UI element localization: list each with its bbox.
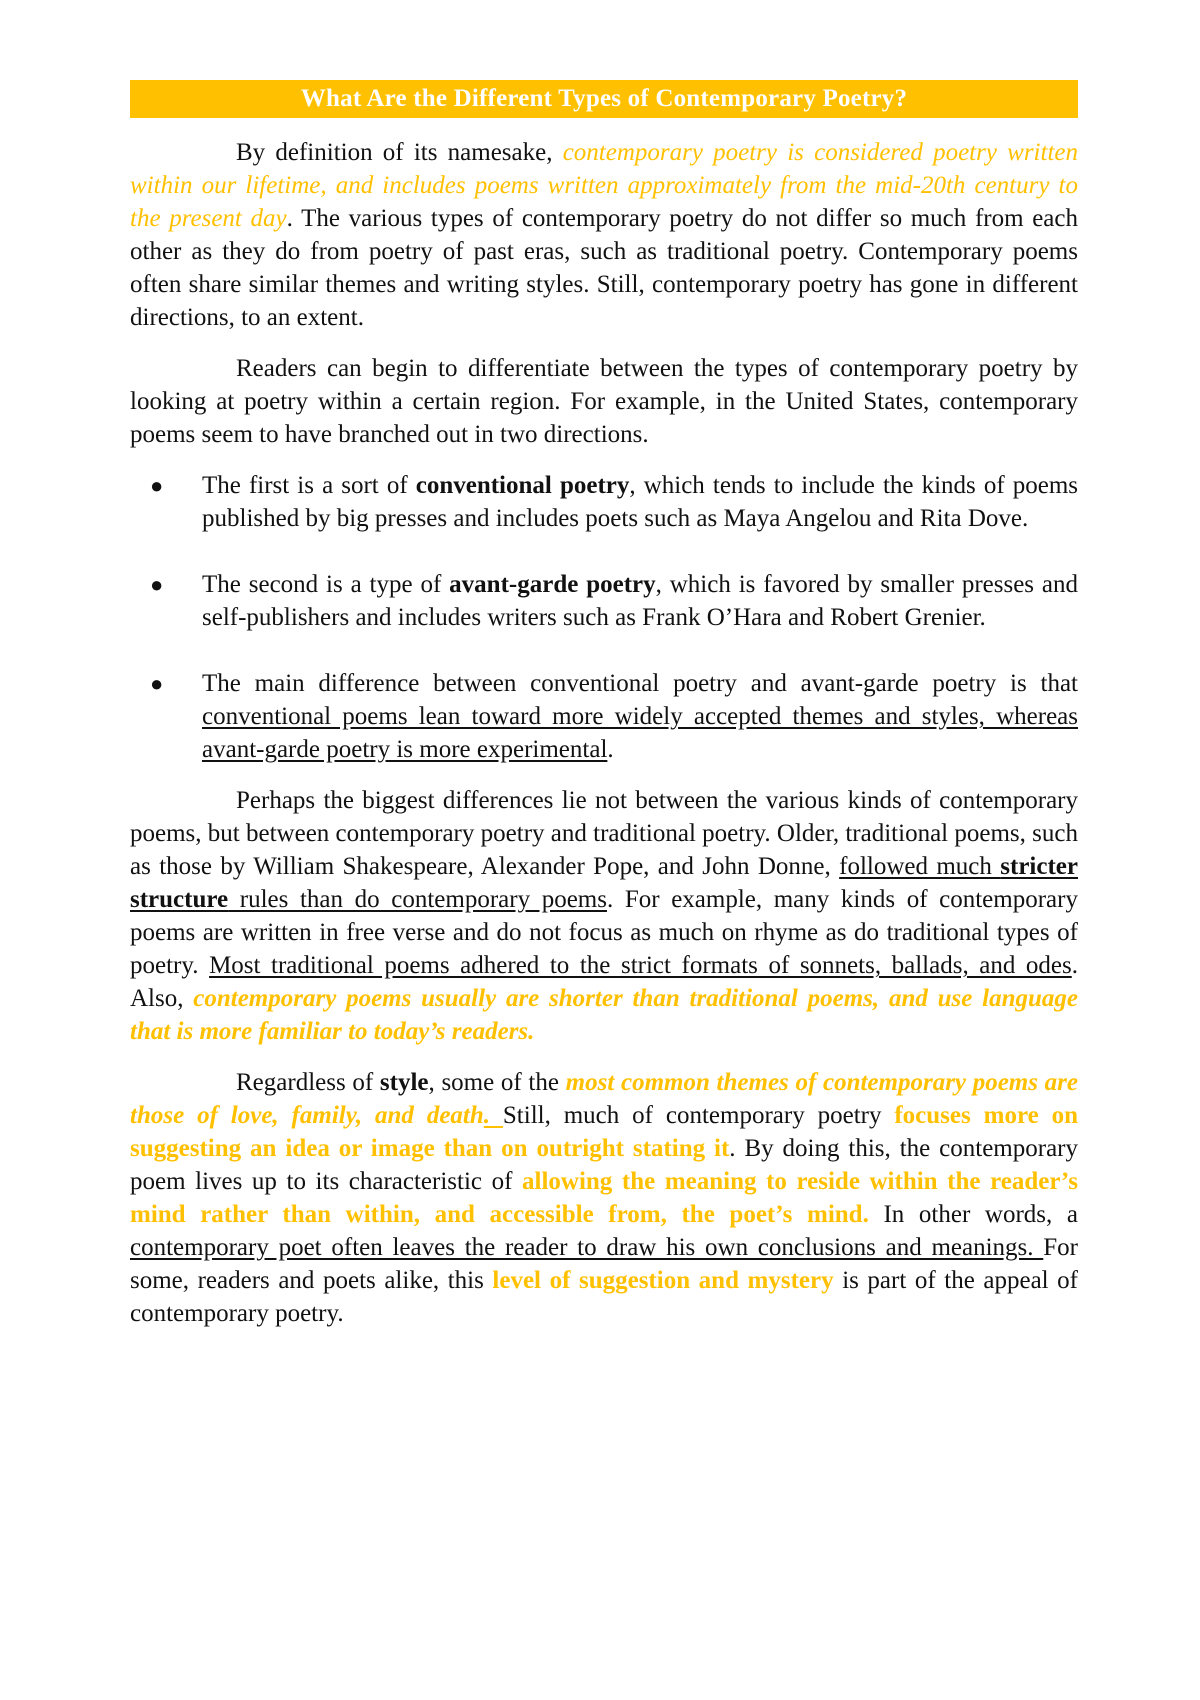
paragraph-differences — [130, 784, 1078, 1048]
p3-underlined-d: rules than do contemporary poems — [228, 886, 607, 913]
bullet-2-term: avant-garde poetry — [449, 571, 656, 598]
document-title: What Are the Different Types of Contemporary Poetry? — [130, 80, 1078, 118]
p4-text-l: For some, readers and poets alike, this — [130, 1234, 1078, 1294]
bullet-1-term: conventional poetry — [415, 472, 630, 499]
bullet-item-avant-garde — [130, 568, 1078, 634]
p3-text-a: Perhaps the biggest differences lie not between the various kinds of contemporary poems, but between contemporary poetry and traditional poetry. Older, traditional poems, such as those by William Shakespeare, Alexander Pope, and John Donne, — [130, 787, 1078, 880]
p4-highlight-meaning: allowing the meaning to reside within the reader’s mind rather than within, and accessible from, the poet’s mind. — [130, 1168, 1078, 1228]
paragraph-themes — [130, 1066, 1078, 1330]
p1-highlight-definition: contemporary poetry is considered poetry written within our lifetime, and includes poems written approximately from the mid-20th century to the present day — [130, 139, 1078, 232]
p4-term-style: style — [379, 1069, 429, 1096]
p4-underlined-conclusions: contemporary poet often leaves the reader to draw his own conclusions and meanings. — [130, 1234, 1044, 1261]
p4-highlight-mystery: level of suggestion and mystery — [492, 1267, 834, 1294]
bullet-1-text-a: The first is a sort of — [202, 472, 416, 499]
p4-highlight-themes: most common themes of contemporary poems are those of love, family, and death — [130, 1069, 1078, 1129]
bullet-item-difference — [130, 667, 1078, 766]
bullet-icon: ● — [150, 671, 164, 696]
p4-text-n: is part of the appeal of contemporary poetry. — [130, 1267, 1079, 1327]
p1-text-a: By definition of its namesake, — [236, 139, 563, 166]
bullet-3-text-c: . — [607, 736, 614, 763]
p4-text-a: Regardless of — [236, 1069, 380, 1096]
p4-text-c: , some of the — [428, 1069, 566, 1096]
paragraph-regions: Readers can begin to differentiate between the types of contemporary poetry by looking at poetry within a certain region. For example, in the United States, contemporary poems seem to have branched out in two directions. — [130, 355, 1078, 448]
p3-text-g: . Also, — [130, 952, 1078, 1012]
bullet-3-underlined: conventional poems lean toward more widely accepted themes and styles, whereas avant-garde poetry is more experimental — [202, 703, 1078, 763]
bullet-icon: ● — [150, 572, 164, 597]
p3-term-structure: stricter structure — [130, 853, 1078, 913]
paragraph-definition — [130, 136, 1078, 334]
p3-highlight-shorter: contemporary poems usually are shorter than traditional poems, and use language that is more familiar to today’s readers. — [130, 985, 1078, 1045]
document-page — [130, 80, 1078, 1348]
p3-underlined-f: Most traditional poems adhered to the strict formats of sonnets, ballads, and odes — [209, 952, 1072, 979]
bullet-2-text-c: , which is favored by smaller presses and self-publishers and includes writers such as Frank O’Hara and Robert Grenier. — [202, 571, 1078, 631]
bullet-2-text-a: The second is a type of — [202, 571, 450, 598]
p3-text-e: . For example, many kinds of contemporary poems are written in free verse and do not focus as much on rhyme as do traditional types of poetry. — [130, 886, 1078, 979]
p4-text-j: In other words, a — [868, 1201, 1078, 1228]
bullet-icon: ● — [150, 473, 164, 498]
p4-text-f: Still, much of contemporary poetry — [502, 1102, 895, 1129]
p1-text-c: . The various types of contemporary poetry do not differ so much from each other as they do from poetry of past eras, such as traditional poetry. Contemporary poems often share similar themes and writing styles. Still, contemporary poetry has gone in different directions, to an extent. — [130, 205, 1078, 331]
p4-text-h: . By doing this, the contemporary poem lives up to its characteristic of — [130, 1135, 1078, 1195]
bullet-3-text-a: The main difference between conventional poetry and avant-garde poetry is that — [202, 670, 1078, 697]
p4-highlight-suggesting: focuses more on suggesting an idea or image than on outright stating it — [130, 1102, 1078, 1162]
bullet-1-text-c: , which tends to include the kinds of poems published by big presses and includes poets such as Maya Angelou and Rita Dove. — [202, 472, 1079, 532]
bullet-item-conventional — [130, 469, 1078, 535]
bullet-list — [130, 469, 1078, 766]
p4-underlined-period: . — [483, 1102, 503, 1129]
p3-underlined-b: followed much — [839, 853, 1001, 880]
